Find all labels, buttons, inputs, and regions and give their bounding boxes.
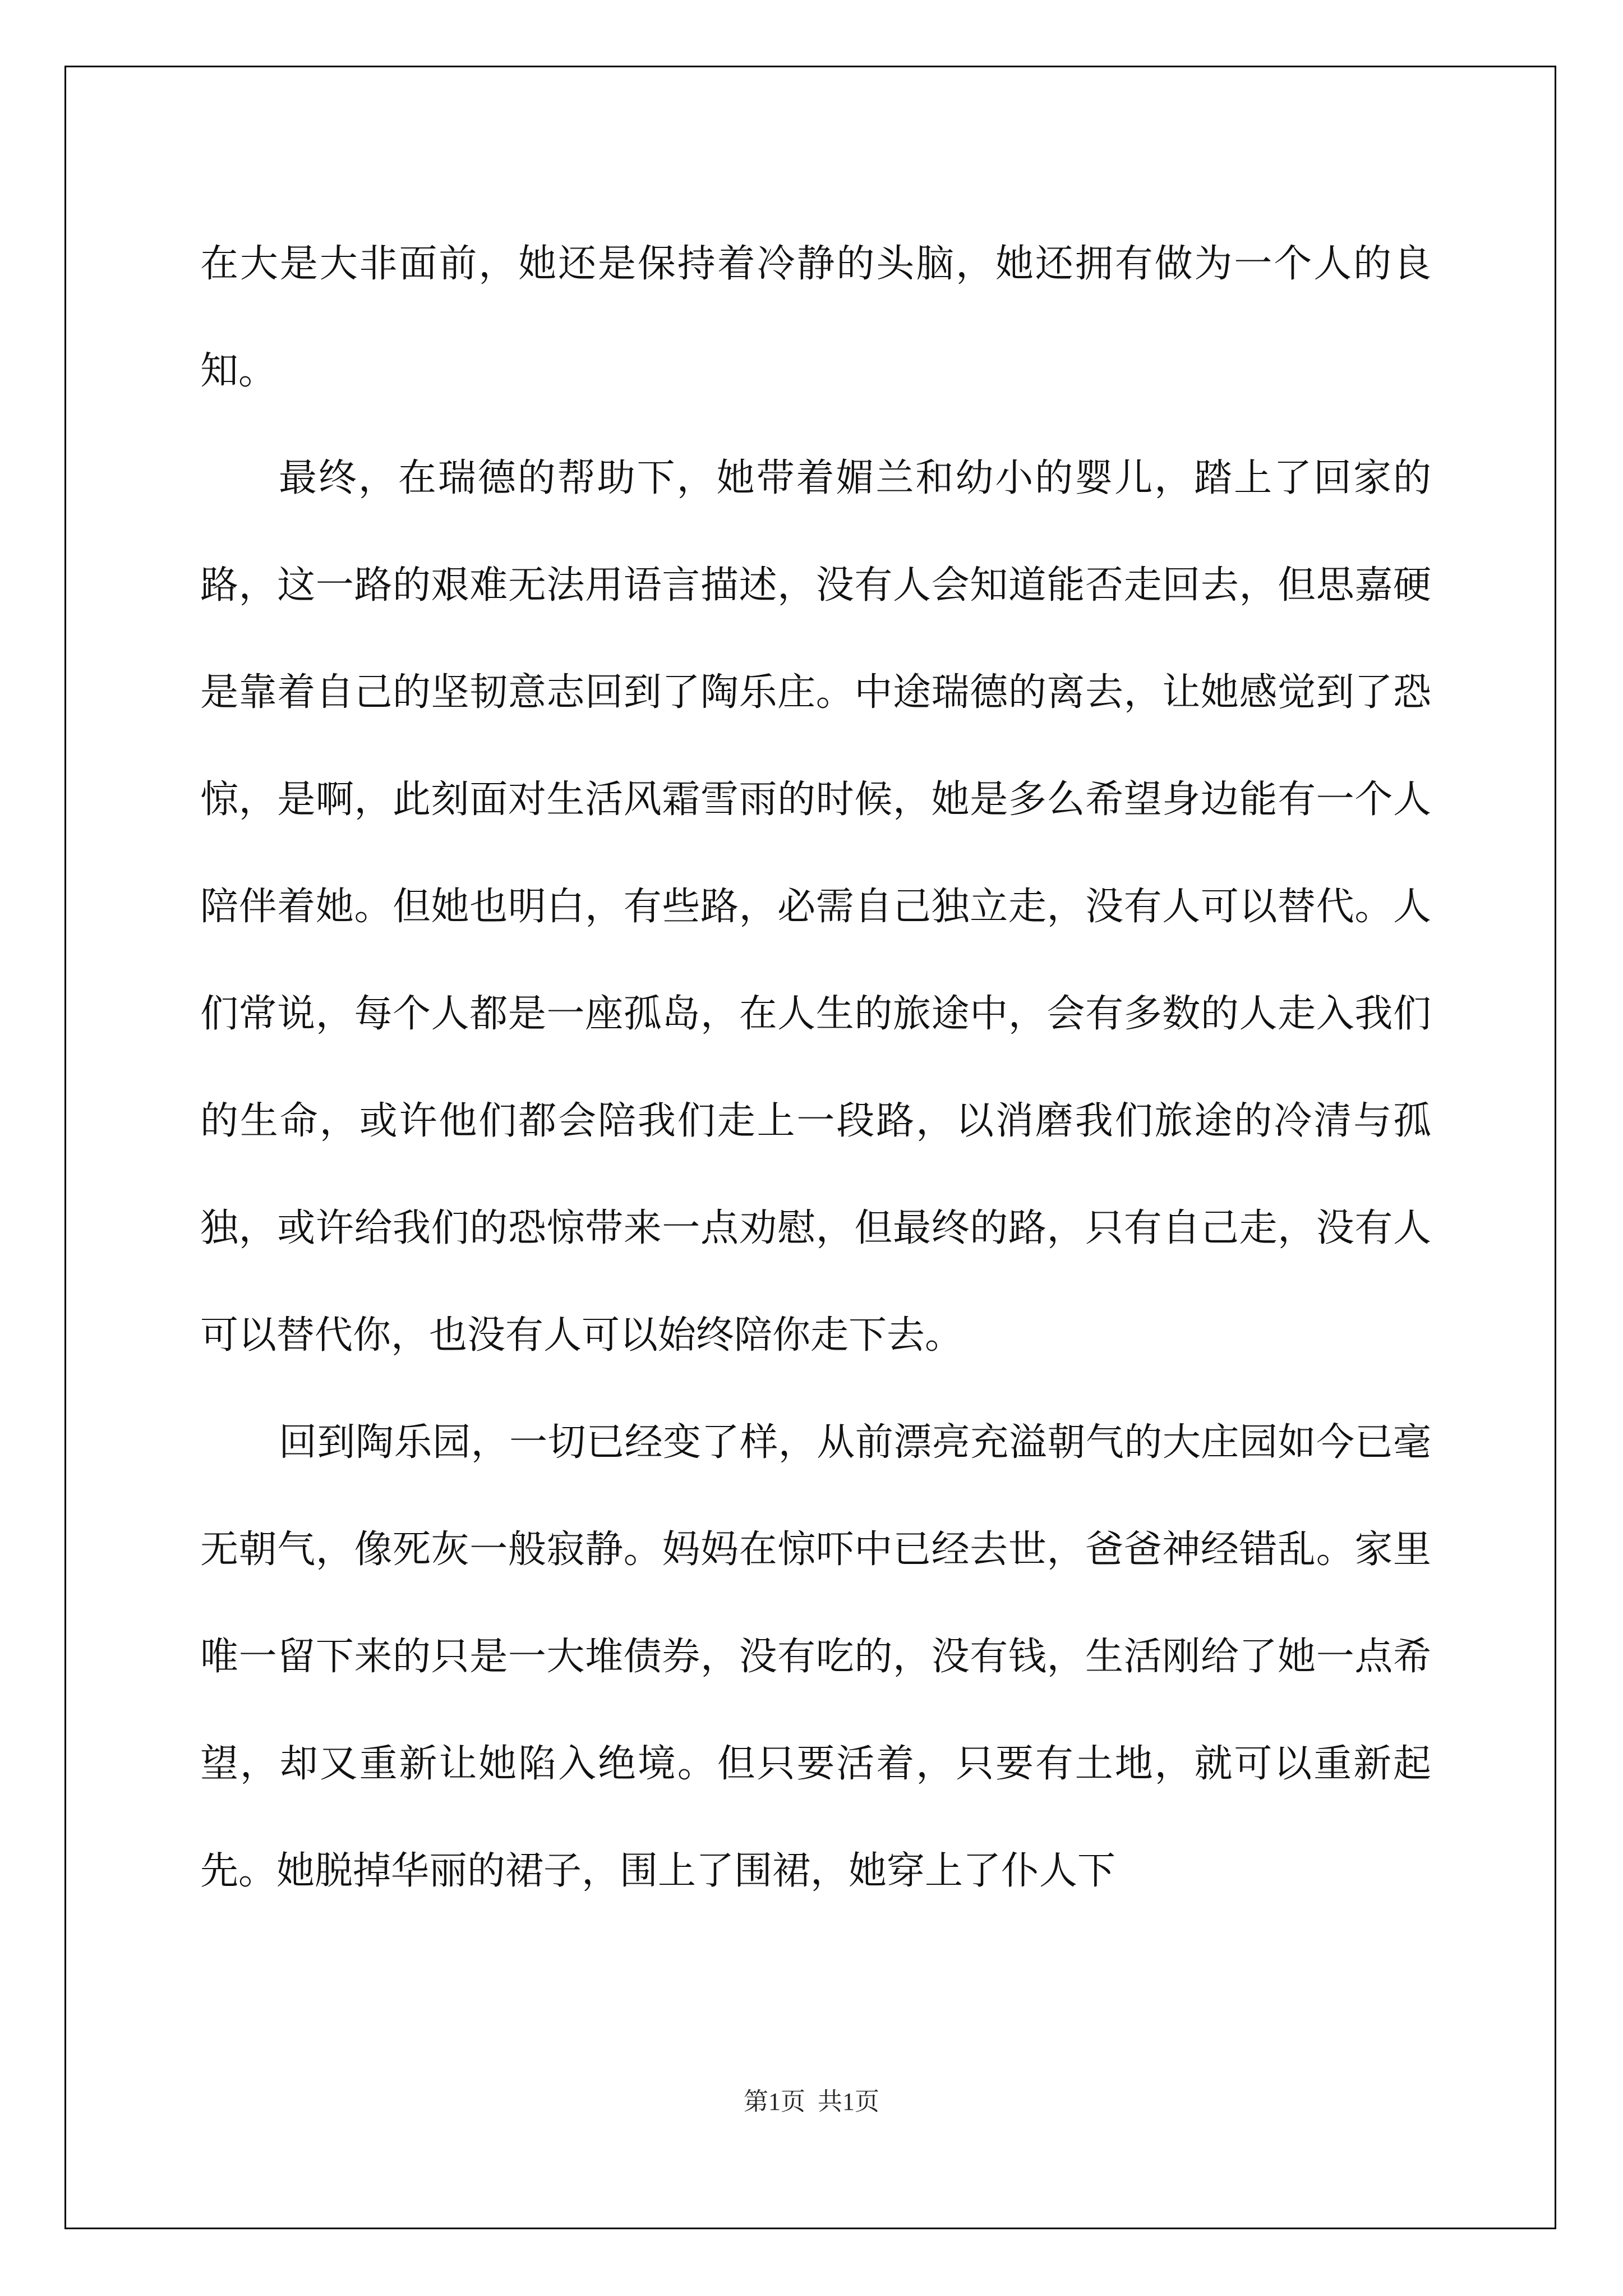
paragraph-continuation: 在大是大非面前，她还是保持着冷静的头脑，她还拥有做为一个人的良知。 <box>200 242 1431 393</box>
document-body <box>200 210 1431 1925</box>
paragraph: 回到陶乐园，一切已经变了样，从前漂亮充溢朝气的大庄园如今已毫无朝气，像死灰一般寂静。妈妈在惊吓中已经去世，爸爸神经错乱。家里唯一留下来的只是一大堆债券，没有吃的，没有钱，生活刚给了她一点希望，却又重新让她陷入绝境。但只要活着，只要有土地，就可以重新起先。她脱掉华丽的裙子，围上了围裙，她穿上了仆人下 <box>200 1420 1431 1893</box>
paragraph: 最终，在瑞德的帮助下，她带着媚兰和幼小的婴儿，踏上了回家的路，这一路的艰难无法用语言描述，没有人会知道能否走回去，但思嘉硬是靠着自己的坚韧意志回到了陶乐庄。中途瑞德的离去，让她感觉到了恐惊，是啊，此刻面对生活风霜雪雨的时候，她是多么希望身边能有一个人陪伴着她。但她也明白，有些路，必需自己独立走，没有人可以替代。人们常说，每个人都是一座孤岛，在人生的旅途中，会有多数的人走入我们的生命，或许他们都会陪我们走上一段路，以消磨我们旅途的冷清与孤独，或许给我们的恐惊带来一点劝慰，但最终的路，只有自己走，没有人可以替代你，也没有人可以始终陪你走下去。 <box>200 456 1431 1358</box>
page-number-footer: 第1页 共1页 <box>744 2088 879 2115</box>
